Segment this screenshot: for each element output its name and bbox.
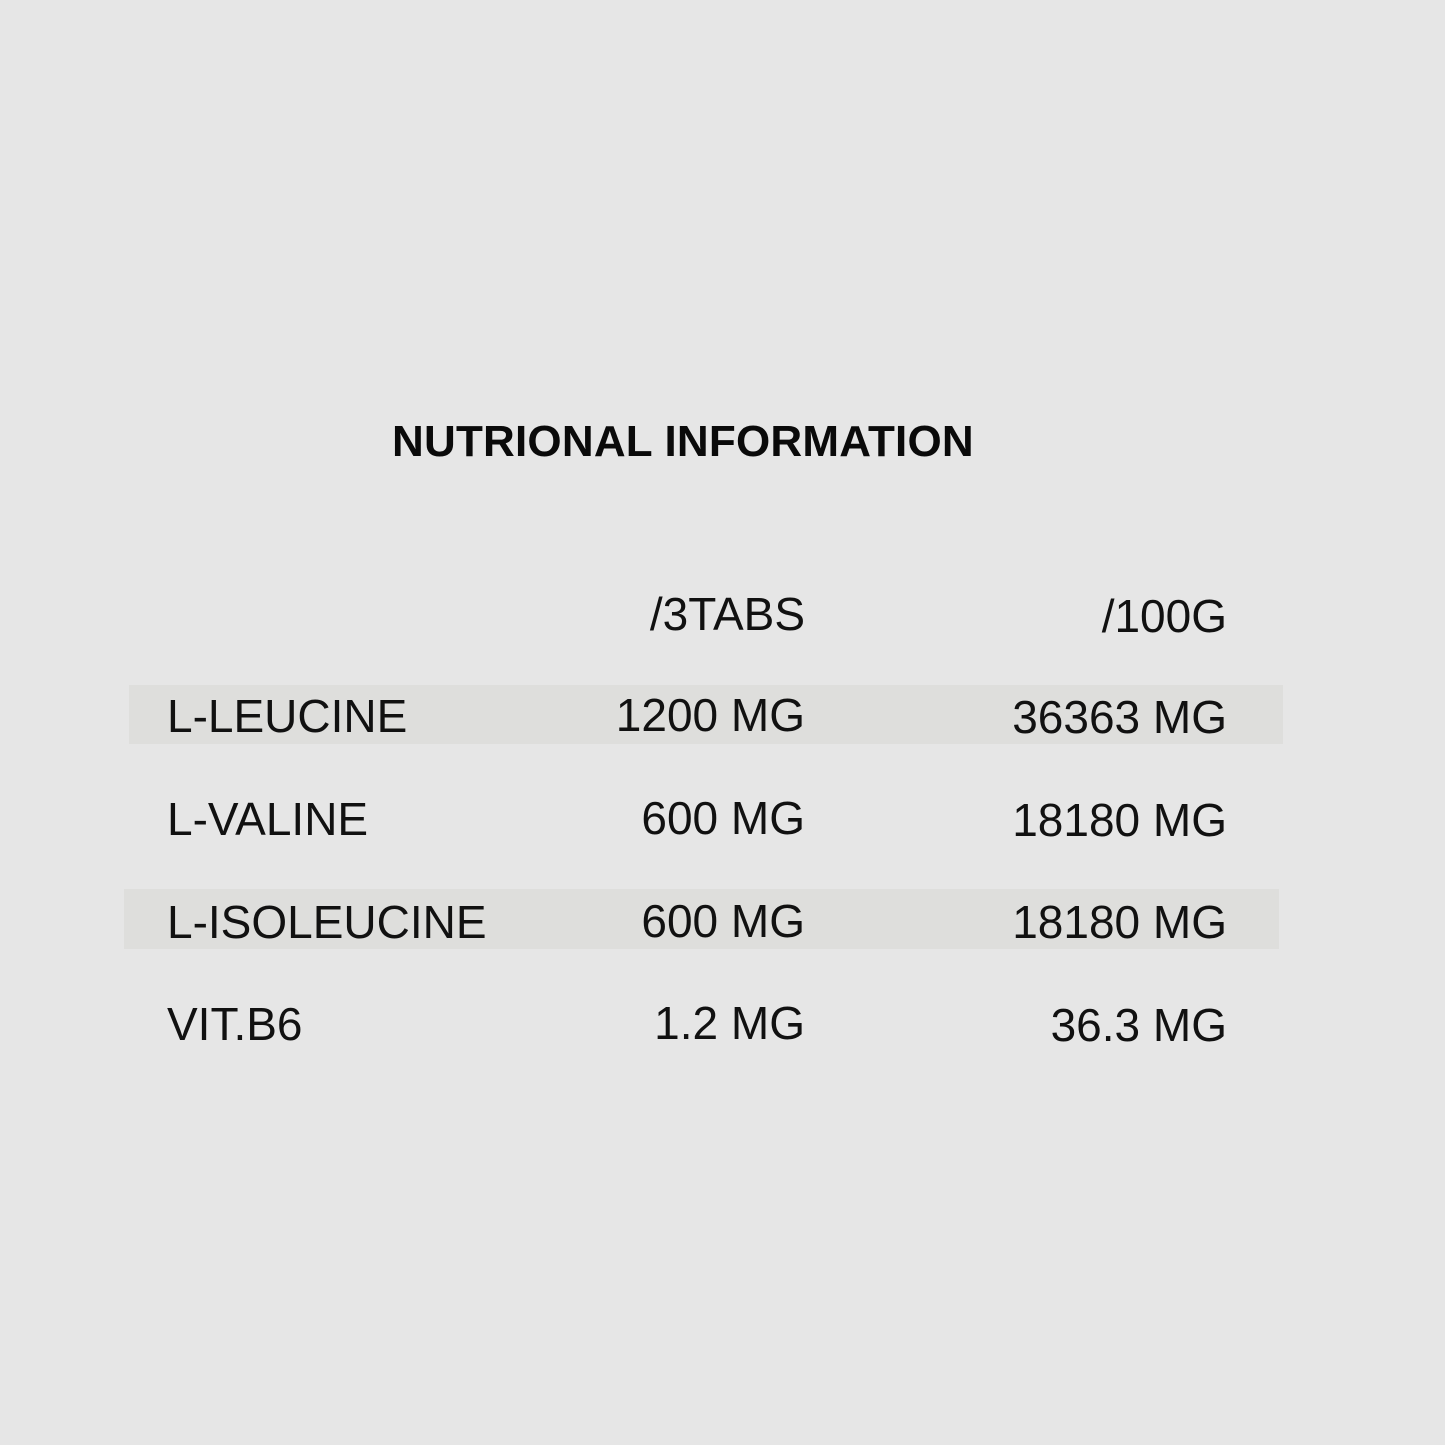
row-name: VIT.B6 [167, 998, 303, 1050]
row-value-per-serving: 1.2 MG [654, 997, 805, 1049]
row-value-per-serving: 600 MG [641, 792, 805, 844]
row-value-per-100g: 18180 MG [1012, 896, 1227, 948]
row-name: L-VALINE [167, 793, 369, 845]
row-value-per-serving: 1200 MG [615, 689, 805, 741]
column-header-per-100g: /100G [1101, 590, 1227, 642]
page-title: NUTRIONAL INFORMATION [392, 417, 974, 466]
row-value-per-100g: 36363 MG [1012, 691, 1227, 743]
row-value-per-100g: 18180 MG [1012, 794, 1227, 846]
column-header-per-serving: /3TABS [649, 588, 805, 640]
row-name: L-ISOLEUCINE [167, 896, 487, 948]
row-value-per-serving: 600 MG [641, 895, 805, 947]
row-value-per-100g: 36.3 MG [1050, 999, 1227, 1051]
row-name: L-LEUCINE [167, 690, 408, 742]
